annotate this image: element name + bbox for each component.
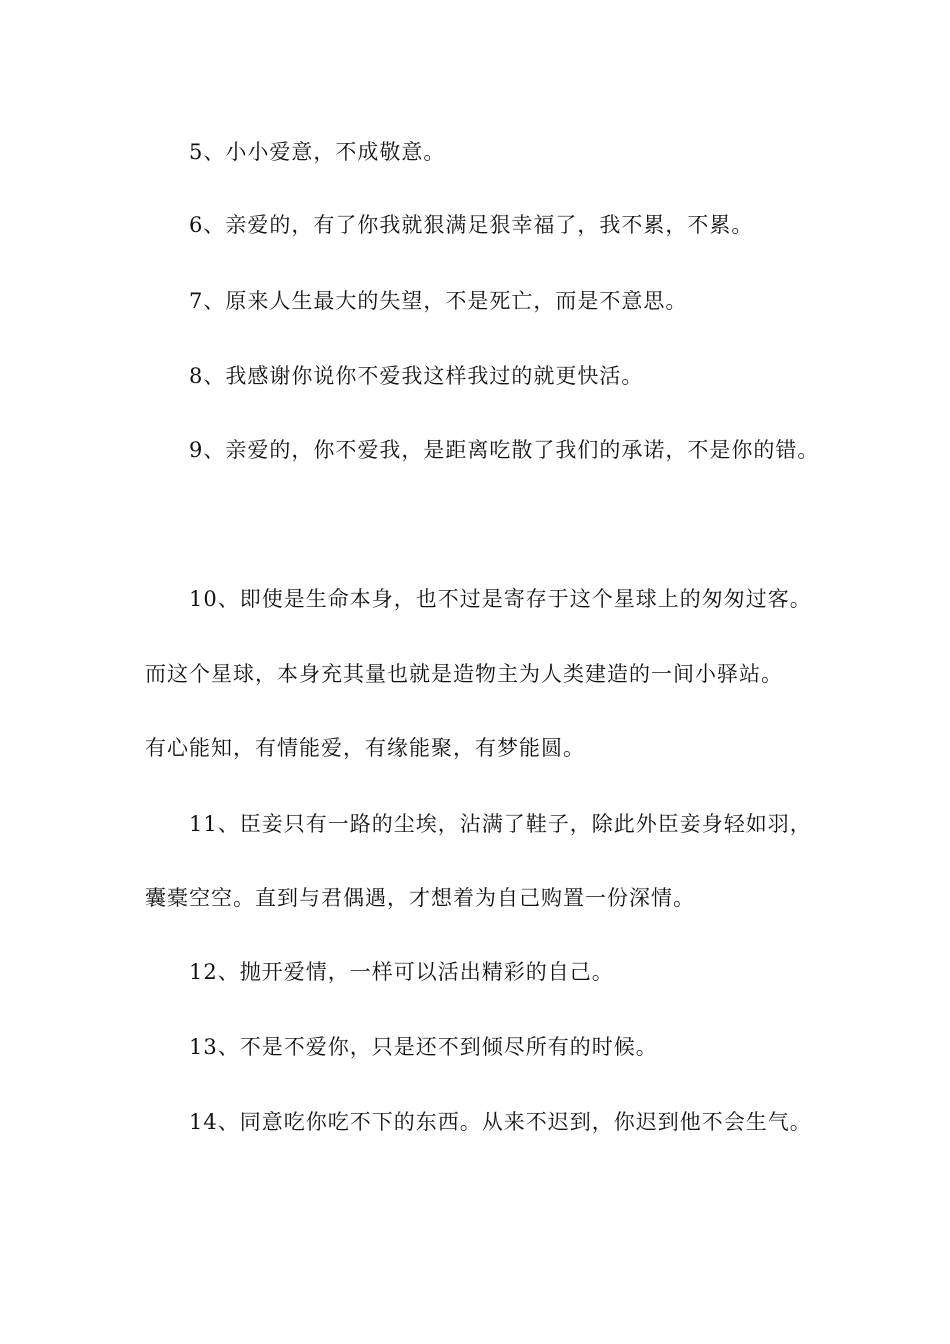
text-line-5: 5、小小爱意，不成敬意。 [189, 140, 446, 164]
text-line-9: 9、亲爱的，你不爱我，是距离吃散了我们的承诺，不是你的错。 [189, 438, 820, 462]
text-line-14: 14、同意吃你吃不下的东西。从来不迟到，你迟到他不会生气。 [189, 1110, 812, 1134]
text-line-8: 8、我感谢你说你不爱我这样我过的就更快活。 [189, 364, 644, 388]
text-line-10-cont-1: 而这个星球，本身充其量也就是造物主为人类建造的一间小驿站。 [145, 662, 783, 686]
text-line-11: 11、臣妾只有一路的尘埃，沾满了鞋子，除此外臣妾身轻如羽， [189, 812, 812, 836]
text-line-10: 10、即使是生命本身，也不过是寄存于这个星球上的匆匆过客。 [189, 587, 812, 611]
text-line-12: 12、抛开爱情，一样可以活出精彩的自己。 [189, 960, 614, 984]
text-line-13: 13、不是不爱你，只是还不到倾尽所有的时候。 [189, 1035, 658, 1059]
text-line-11-cont: 囊橐空空。直到与君偶遇，才想着为自己购置一份深情。 [145, 886, 695, 910]
text-line-7: 7、原来人生最大的失望，不是死亡，而是不意思。 [189, 289, 688, 313]
text-line-6: 6、亲爱的，有了你我就狠满足狠幸福了，我不累，不累。 [189, 213, 754, 237]
text-line-10-cont-2: 有心能知，有情能爱，有缘能聚，有梦能圆。 [145, 736, 585, 760]
